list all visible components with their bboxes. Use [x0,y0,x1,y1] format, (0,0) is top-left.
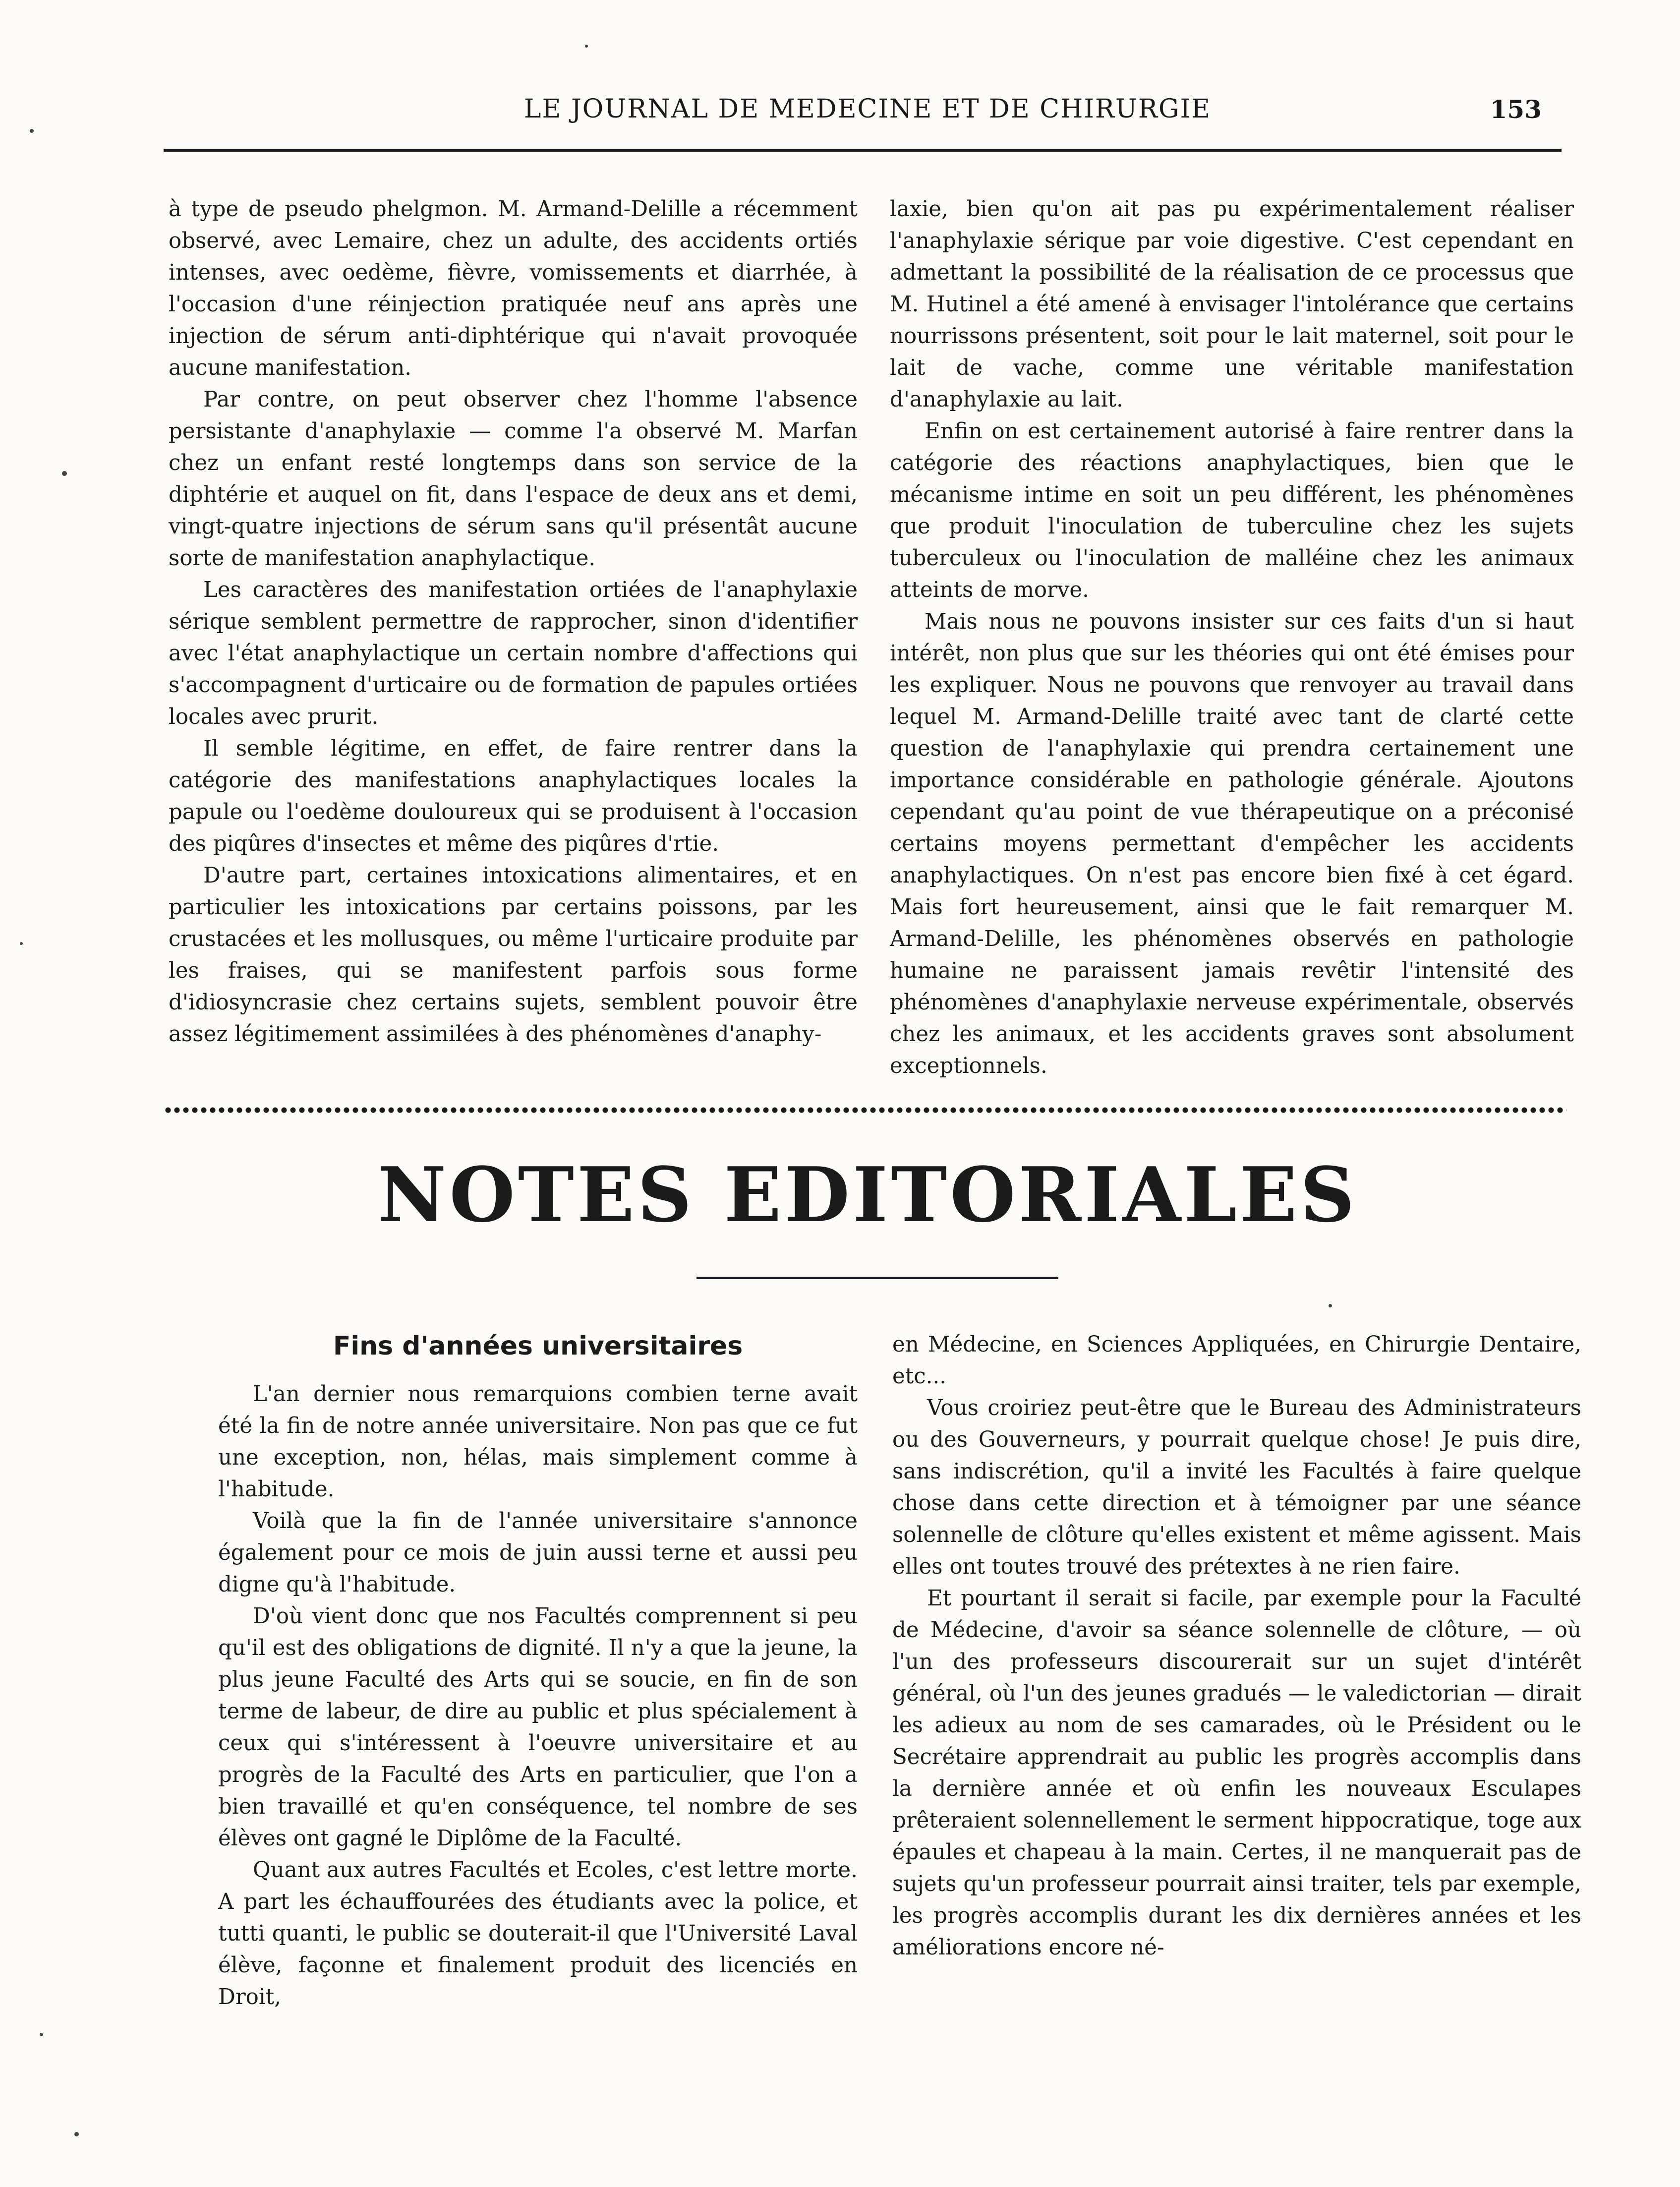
section-title: NOTES EDITORIALES [377,1150,1358,1239]
paragraph: laxie, bien qu'on ait pas pu expérimentalement réaliser l'anaphylaxie sérique par voie digestive. C'est cependant en admettant la possibilité de la réalisation de ce processus que M. Hutinel a été amené à envisager l'intolérance que certains nourrissons présentent, soit pour le lait maternel, soit pour le lait de vache, comme une véritable manifestation d'anaphylaxie au lait. [890,197,1574,412]
paragraph: en Médecine, en Sciences Appliquées, en Chirurgie Dentaire, etc... [892,1332,1581,1389]
title-rule [696,1277,1058,1279]
running-head: LE JOURNAL DE MEDECINE ET DE CHIRURGIE [523,94,1212,124]
dotted-separator [164,1107,1566,1114]
lower-right-column [892,1329,1581,1963]
scan-speck [585,45,588,48]
lower-left-column [218,1329,858,2013]
upper-right-column [890,193,1574,1082]
upper-left-column [169,193,858,1050]
paragraph: Mais nous ne pouvons insister sur ces faits d'un si haut intérêt, non plus que sur les théories qui ont été émises pour les expliquer. Nous ne pouvons que renvoyer au travail dans lequel M. Armand-Delille traité avec tant de clarté cette question de l'anaphylaxie qui prendra certainement une importance considérable en pathologie générale. Ajoutons cependant qu'au point de vue thérapeutique on a préconisé certains moyens permettant d'empêcher les accidents anaphylactiques. On n'est pas encore bien fixé à cet égard. Mais fort heureusement, ainsi que le fait remarquer M. Armand-Delille, les phénomènes observés en pathologie humaine ne paraissent jamais revêtir l'intensité des phénomènes d'anaphylaxie nerveuse expérimentale, observés chez les animaux, et les accidents graves sont absolument exceptionnels. [890,609,1574,1078]
paragraph: L'an dernier nous remarquions combien terne avait été la fin de notre année universitaire. Non pas que ce fut une exception, non, hélas, mais simplement comme à l'habitude. [218,1382,858,1502]
scan-speck [40,2033,43,2036]
scan-speck [20,942,23,945]
paragraph: Vous croiriez peut-être que le Bureau des Administrateurs ou des Gouverneurs, y pourrait quelque chose! Je puis dire, sans indiscrétion, qu'il a invité les Facultés à faire quelque chose dans cette direction et à témoigner par une séance solennelle de clôture qu'elles existent et même agissent. Mais elles ont toutes trouvé des prétextes à ne rien faire. [892,1396,1581,1579]
scan-speck [74,2132,79,2136]
page-number: 153 [1490,94,1542,124]
article-title: Fins d'années universitaires [333,1331,743,1361]
scan-speck [1329,1304,1332,1307]
header-rule [164,149,1562,152]
scan-speck [62,471,67,476]
paragraph: Il semble légitime, en effet, de faire rentrer dans la catégorie des manifestations anaphylactiques locales la papule ou l'oedème douloureux qui se produisent à l'occasion des piqûres d'insectes et même des piqûres d'rtie. [169,736,858,856]
paragraph: D'autre part, certaines intoxications alimentaires, et en particulier les intoxications par certains poissons, par les crustacées et les mollusques, ou même l'urticaire produite par les fraises, qui se manifestent parfois sous forme d'idiosyncrasie chez certains sujets, semblent pouvoir être assez légitimement assimilées à des phénomènes d'anaphy- [169,863,858,1047]
paragraph: Et pourtant il serait si facile, par exemple pour la Faculté de Médecine, d'avoir sa séance solennelle de clôture, — où l'un des professeurs discourerait sur un sujet d'intérêt général, où l'un des jeunes gradués — le valedictorian — dirait les adieux au nom de ses camarades, où le Président ou le Secrétaire apprendrait au public les progrès accomplis dans la dernière année et où enfin les nouveaux Esculapes prêteraient solennellement le serment hippocratique, toge aux épaules et chapeau à la main. Certes, il ne manquerait pas de sujets qu'un professeur pourrait ainsi traiter, tels par exemple, les progrès accomplis durant les dix dernières années et les améliorations encore né- [892,1586,1581,1960]
scan-speck [30,129,34,133]
paragraph: à type de pseudo phelgmon. M. Armand-Delille a récemment observé, avec Lemaire, chez un adulte, des accidents ortiés intenses, avec oedème, fièvre, vomissements et diarrhée, à l'occasion d'une réinjection pratiquée neuf ans après une injection de sérum anti-diphtérique qui n'avait provoquée aucune manifestation. [169,197,858,380]
paragraph: D'où vient donc que nos Facultés comprennent si peu qu'il est des obligations de dignité. Il n'y a que la jeune, la plus jeune Faculté des Arts qui se soucie, en fin de son terme de labeur, de dire au public et plus spécialement à ceux qui s'intéressent à l'oeuvre universitaire et au progrès de la Faculté des Arts en particulier, que l'on a bien travaillé et qu'en conséquence, tel nombre de ses élèves ont gagné le Diplôme de la Faculté. [218,1604,858,1851]
paragraph: Par contre, on peut observer chez l'homme l'absence persistante d'anaphylaxie — comme l'a observé M. Marfan chez un enfant resté longtemps dans son service de la diphtérie et auquel on fit, dans l'espace de deux ans et demi, vingt-quatre injections de sérum sans qu'il présentât aucune sorte de manifestation anaphylactique. [169,387,858,571]
page-header [164,79,1571,139]
paragraph: Enfin on est certainement autorisé à faire rentrer dans la catégorie des réactions anaphylactiques, bien que le mécanisme intime en soit un peu différent, les phénomènes que produit l'inoculation de tuberculine chez les sujets tuberculeux ou l'inoculation de malléine chez les animaux atteints de morve. [890,419,1574,602]
paragraph: Quant aux autres Facultés et Ecoles, c'est lettre morte. A part les échauffourées des étudiants avec la police, et tutti quanti, le public se douterait-il que l'Université Laval élève, façonne et finalement produit des licenciés en Droit, [218,1858,858,2010]
paragraph: Les caractères des manifestation ortiées de l'anaphylaxie sérique semblent permettre de rapprocher, sinon d'identifier avec l'état anaphylactique un certain nombre d'affections qui s'accompagnent d'urticaire ou de formation de papules ortiées locales avec prurit. [169,578,858,729]
paragraph: Voilà que la fin de l'année universitaire s'annonce également pour ce mois de juin aussi terne et aussi peu digne qu'à l'habitude. [218,1509,858,1597]
